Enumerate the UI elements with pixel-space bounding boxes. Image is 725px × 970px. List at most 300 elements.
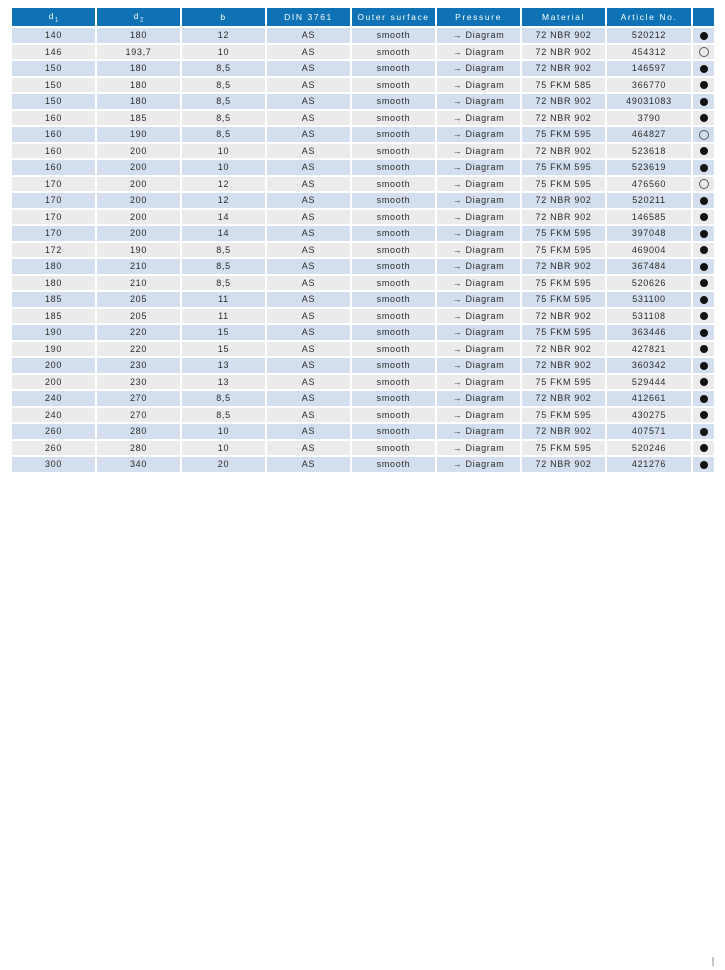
cell-outer-surface: smooth bbox=[352, 309, 437, 326]
cell-d2: 270 bbox=[97, 408, 182, 425]
cell-d2: 185 bbox=[97, 111, 182, 128]
cell-material: 72 NBR 902 bbox=[522, 28, 607, 45]
stock-indicator-icon bbox=[700, 461, 708, 469]
cell-pressure: → Diagram bbox=[437, 210, 522, 227]
cell-d1: 180 bbox=[12, 259, 97, 276]
stock-indicator-icon bbox=[700, 147, 708, 155]
cell-pressure: → Diagram bbox=[437, 177, 522, 194]
cell-outer-surface: smooth bbox=[352, 127, 437, 144]
cell-d2: 200 bbox=[97, 193, 182, 210]
cell-din-3761: AS bbox=[267, 325, 352, 342]
cell-pressure: → Diagram bbox=[437, 243, 522, 260]
stock-indicator-icon bbox=[700, 296, 708, 304]
cell-d1: 160 bbox=[12, 144, 97, 161]
stock-indicator-icon bbox=[700, 65, 708, 73]
cell-d2: 280 bbox=[97, 424, 182, 441]
cell-pressure: → Diagram bbox=[437, 78, 522, 95]
stock-indicator-icon bbox=[700, 345, 708, 353]
stock-indicator-icon bbox=[700, 246, 708, 254]
cell-indicator bbox=[693, 144, 714, 161]
cell-material: 75 FKM 595 bbox=[522, 375, 607, 392]
cell-outer-surface: smooth bbox=[352, 28, 437, 45]
cell-b: 8,5 bbox=[182, 391, 267, 408]
cell-article-no: 3790 bbox=[607, 111, 693, 128]
cell-article-no: 531108 bbox=[607, 309, 693, 326]
column-header-d1-subscript: 1 bbox=[54, 17, 59, 24]
table-row bbox=[12, 160, 714, 177]
stock-indicator-icon bbox=[700, 312, 708, 320]
cell-article-no: 49031083 bbox=[607, 94, 693, 111]
cell-d2: 210 bbox=[97, 276, 182, 293]
cell-d2: 190 bbox=[97, 127, 182, 144]
cell-article-no: 407571 bbox=[607, 424, 693, 441]
cell-indicator bbox=[693, 243, 714, 260]
cell-outer-surface: smooth bbox=[352, 292, 437, 309]
cell-b: 20 bbox=[182, 457, 267, 474]
cell-indicator bbox=[693, 325, 714, 342]
cell-b: 8,5 bbox=[182, 111, 267, 128]
cell-material: 72 NBR 902 bbox=[522, 309, 607, 326]
cell-material: 75 FKM 595 bbox=[522, 408, 607, 425]
cell-d2: 210 bbox=[97, 259, 182, 276]
cell-indicator bbox=[693, 28, 714, 45]
cell-material: 75 FKM 595 bbox=[522, 127, 607, 144]
cell-pressure: → Diagram bbox=[437, 127, 522, 144]
cell-pressure: → Diagram bbox=[437, 424, 522, 441]
table-row bbox=[12, 193, 714, 210]
cell-article-no: 454312 bbox=[607, 45, 693, 62]
table-row bbox=[12, 127, 714, 144]
column-header-d2 bbox=[97, 8, 182, 28]
cell-article-no: 520211 bbox=[607, 193, 693, 210]
cell-din-3761: AS bbox=[267, 78, 352, 95]
cell-din-3761: AS bbox=[267, 424, 352, 441]
column-header-pressure: Pressure bbox=[437, 8, 522, 28]
table-row bbox=[12, 441, 714, 458]
cell-d1: 160 bbox=[12, 111, 97, 128]
cell-d1: 260 bbox=[12, 441, 97, 458]
cell-d1: 170 bbox=[12, 193, 97, 210]
cell-article-no: 427821 bbox=[607, 342, 693, 359]
cell-indicator bbox=[693, 424, 714, 441]
cell-indicator bbox=[693, 127, 714, 144]
column-header-d2-subscript: 2 bbox=[139, 17, 144, 24]
cell-outer-surface: smooth bbox=[352, 193, 437, 210]
cell-material: 72 NBR 902 bbox=[522, 259, 607, 276]
cell-article-no: 367484 bbox=[607, 259, 693, 276]
cell-pressure: → Diagram bbox=[437, 226, 522, 243]
cell-din-3761: AS bbox=[267, 375, 352, 392]
cell-article-no: 146597 bbox=[607, 61, 693, 78]
cell-material: 72 NBR 902 bbox=[522, 457, 607, 474]
cell-d1: 170 bbox=[12, 177, 97, 194]
cell-d2: 180 bbox=[97, 61, 182, 78]
cell-outer-surface: smooth bbox=[352, 408, 437, 425]
cell-material: 75 FKM 595 bbox=[522, 177, 607, 194]
cell-pressure: → Diagram bbox=[437, 342, 522, 359]
table-row bbox=[12, 424, 714, 441]
cell-outer-surface: smooth bbox=[352, 276, 437, 293]
cell-b: 15 bbox=[182, 342, 267, 359]
cell-pressure: → Diagram bbox=[437, 45, 522, 62]
column-header-b: b bbox=[182, 8, 267, 28]
stock-indicator-icon bbox=[700, 114, 708, 122]
cell-b: 11 bbox=[182, 309, 267, 326]
cell-d2: 280 bbox=[97, 441, 182, 458]
table-row bbox=[12, 309, 714, 326]
cell-d1: 160 bbox=[12, 160, 97, 177]
cell-d2: 180 bbox=[97, 94, 182, 111]
cell-din-3761: AS bbox=[267, 193, 352, 210]
cell-b: 8,5 bbox=[182, 127, 267, 144]
stock-indicator-icon bbox=[700, 230, 708, 238]
cell-d1: 172 bbox=[12, 243, 97, 260]
stock-indicator-icon bbox=[700, 81, 708, 89]
stock-indicator-icon bbox=[700, 378, 708, 386]
cell-article-no: 529444 bbox=[607, 375, 693, 392]
cell-din-3761: AS bbox=[267, 127, 352, 144]
cell-din-3761: AS bbox=[267, 457, 352, 474]
stock-indicator-icon bbox=[700, 329, 708, 337]
cell-d2: 230 bbox=[97, 375, 182, 392]
column-header-outer-surface: Outer surface bbox=[352, 8, 437, 28]
cell-outer-surface: smooth bbox=[352, 111, 437, 128]
cell-din-3761: AS bbox=[267, 292, 352, 309]
cell-material: 75 FKM 595 bbox=[522, 160, 607, 177]
cell-pressure: → Diagram bbox=[437, 61, 522, 78]
cell-pressure: → Diagram bbox=[437, 391, 522, 408]
cell-article-no: 421276 bbox=[607, 457, 693, 474]
cell-d1: 150 bbox=[12, 94, 97, 111]
cell-article-no: 476560 bbox=[607, 177, 693, 194]
cell-pressure: → Diagram bbox=[437, 375, 522, 392]
cell-b: 12 bbox=[182, 193, 267, 210]
cell-material: 72 NBR 902 bbox=[522, 144, 607, 161]
cell-material: 72 NBR 902 bbox=[522, 45, 607, 62]
cell-d2: 180 bbox=[97, 28, 182, 45]
cell-pressure: → Diagram bbox=[437, 276, 522, 293]
cell-din-3761: AS bbox=[267, 259, 352, 276]
cell-pressure: → Diagram bbox=[437, 94, 522, 111]
cell-material: 72 NBR 902 bbox=[522, 210, 607, 227]
stock-indicator-icon bbox=[700, 428, 708, 436]
cell-din-3761: AS bbox=[267, 276, 352, 293]
cell-article-no: 360342 bbox=[607, 358, 693, 375]
table-row bbox=[12, 325, 714, 342]
cell-article-no: 520246 bbox=[607, 441, 693, 458]
cell-outer-surface: smooth bbox=[352, 259, 437, 276]
column-header-article-no: Article No. bbox=[607, 8, 693, 28]
cell-din-3761: AS bbox=[267, 94, 352, 111]
cell-b: 13 bbox=[182, 358, 267, 375]
cell-b: 10 bbox=[182, 424, 267, 441]
stock-indicator-icon bbox=[700, 395, 708, 403]
cell-din-3761: AS bbox=[267, 226, 352, 243]
cell-indicator bbox=[693, 375, 714, 392]
cell-d1: 200 bbox=[12, 358, 97, 375]
cell-d2: 190 bbox=[97, 243, 182, 260]
cell-pressure: → Diagram bbox=[437, 28, 522, 45]
cell-indicator bbox=[693, 111, 714, 128]
cell-indicator bbox=[693, 408, 714, 425]
cell-b: 11 bbox=[182, 292, 267, 309]
cell-din-3761: AS bbox=[267, 358, 352, 375]
cell-din-3761: AS bbox=[267, 45, 352, 62]
cell-d2: 230 bbox=[97, 358, 182, 375]
cell-material: 75 FKM 585 bbox=[522, 78, 607, 95]
table-row bbox=[12, 45, 714, 62]
cell-d2: 220 bbox=[97, 325, 182, 342]
cell-pressure: → Diagram bbox=[437, 457, 522, 474]
cell-indicator bbox=[693, 160, 714, 177]
cell-material: 75 FKM 595 bbox=[522, 243, 607, 260]
cell-outer-surface: smooth bbox=[352, 375, 437, 392]
table-row bbox=[12, 276, 714, 293]
cell-outer-surface: smooth bbox=[352, 441, 437, 458]
cell-pressure: → Diagram bbox=[437, 408, 522, 425]
table-row bbox=[12, 243, 714, 260]
cell-outer-surface: smooth bbox=[352, 457, 437, 474]
cell-outer-surface: smooth bbox=[352, 243, 437, 260]
stock-indicator-icon bbox=[700, 164, 708, 172]
cell-indicator bbox=[693, 292, 714, 309]
cell-din-3761: AS bbox=[267, 144, 352, 161]
cell-d1: 240 bbox=[12, 408, 97, 425]
cell-indicator bbox=[693, 193, 714, 210]
cell-pressure: → Diagram bbox=[437, 193, 522, 210]
cell-indicator bbox=[693, 177, 714, 194]
cell-material: 75 FKM 595 bbox=[522, 441, 607, 458]
table-row bbox=[12, 111, 714, 128]
cell-b: 12 bbox=[182, 28, 267, 45]
page-corner-mark bbox=[712, 957, 714, 966]
cell-outer-surface: smooth bbox=[352, 325, 437, 342]
table-body bbox=[12, 28, 714, 474]
cell-indicator bbox=[693, 309, 714, 326]
table-row bbox=[12, 94, 714, 111]
stock-indicator-icon bbox=[700, 197, 708, 205]
cell-pressure: → Diagram bbox=[437, 358, 522, 375]
table-row bbox=[12, 144, 714, 161]
cell-b: 8,5 bbox=[182, 408, 267, 425]
stock-indicator-icon bbox=[700, 213, 708, 221]
cell-outer-surface: smooth bbox=[352, 94, 437, 111]
cell-din-3761: AS bbox=[267, 243, 352, 260]
table-row bbox=[12, 342, 714, 359]
cell-indicator bbox=[693, 342, 714, 359]
cell-material: 75 FKM 595 bbox=[522, 226, 607, 243]
cell-d2: 200 bbox=[97, 160, 182, 177]
cell-outer-surface: smooth bbox=[352, 78, 437, 95]
table-row bbox=[12, 259, 714, 276]
cell-indicator bbox=[693, 259, 714, 276]
cell-d1: 146 bbox=[12, 45, 97, 62]
cell-d1: 300 bbox=[12, 457, 97, 474]
cell-outer-surface: smooth bbox=[352, 177, 437, 194]
cell-d2: 180 bbox=[97, 78, 182, 95]
column-header-d2-label: d bbox=[133, 10, 140, 21]
cell-d1: 185 bbox=[12, 309, 97, 326]
cell-outer-surface: smooth bbox=[352, 45, 437, 62]
cell-article-no: 464827 bbox=[607, 127, 693, 144]
cell-article-no: 531100 bbox=[607, 292, 693, 309]
cell-indicator bbox=[693, 45, 714, 62]
cell-b: 13 bbox=[182, 375, 267, 392]
cell-d1: 180 bbox=[12, 276, 97, 293]
cell-d1: 190 bbox=[12, 325, 97, 342]
cell-d2: 200 bbox=[97, 210, 182, 227]
cell-pressure: → Diagram bbox=[437, 309, 522, 326]
cell-din-3761: AS bbox=[267, 441, 352, 458]
cell-d2: 193,7 bbox=[97, 45, 182, 62]
cell-article-no: 397048 bbox=[607, 226, 693, 243]
cell-d1: 150 bbox=[12, 78, 97, 95]
cell-d1: 190 bbox=[12, 342, 97, 359]
cell-d1: 160 bbox=[12, 127, 97, 144]
stock-indicator-icon bbox=[699, 179, 709, 189]
cell-material: 75 FKM 595 bbox=[522, 276, 607, 293]
table-row bbox=[12, 292, 714, 309]
cell-outer-surface: smooth bbox=[352, 210, 437, 227]
cell-b: 10 bbox=[182, 160, 267, 177]
cell-article-no: 366770 bbox=[607, 78, 693, 95]
column-header-d1 bbox=[12, 8, 97, 28]
stock-indicator-icon bbox=[700, 411, 708, 419]
cell-material: 75 FKM 595 bbox=[522, 325, 607, 342]
cell-outer-surface: smooth bbox=[352, 144, 437, 161]
cell-b: 8,5 bbox=[182, 94, 267, 111]
cell-outer-surface: smooth bbox=[352, 226, 437, 243]
cell-din-3761: AS bbox=[267, 210, 352, 227]
cell-indicator bbox=[693, 210, 714, 227]
cell-din-3761: AS bbox=[267, 391, 352, 408]
cell-indicator bbox=[693, 358, 714, 375]
cell-b: 8,5 bbox=[182, 243, 267, 260]
cell-d1: 170 bbox=[12, 226, 97, 243]
cell-b: 15 bbox=[182, 325, 267, 342]
cell-indicator bbox=[693, 457, 714, 474]
cell-material: 72 NBR 902 bbox=[522, 61, 607, 78]
stock-indicator-icon bbox=[700, 98, 708, 106]
table-row bbox=[12, 358, 714, 375]
cell-b: 8,5 bbox=[182, 78, 267, 95]
cell-indicator bbox=[693, 391, 714, 408]
cell-outer-surface: smooth bbox=[352, 391, 437, 408]
cell-d1: 200 bbox=[12, 375, 97, 392]
cell-din-3761: AS bbox=[267, 111, 352, 128]
cell-din-3761: AS bbox=[267, 28, 352, 45]
cell-b: 10 bbox=[182, 45, 267, 62]
cell-material: 72 NBR 902 bbox=[522, 111, 607, 128]
table-row bbox=[12, 375, 714, 392]
cell-b: 14 bbox=[182, 226, 267, 243]
cell-material: 72 NBR 902 bbox=[522, 358, 607, 375]
cell-material: 72 NBR 902 bbox=[522, 193, 607, 210]
cell-pressure: → Diagram bbox=[437, 160, 522, 177]
cell-article-no: 146585 bbox=[607, 210, 693, 227]
stock-indicator-icon bbox=[700, 444, 708, 452]
cell-b: 10 bbox=[182, 144, 267, 161]
stock-indicator-icon bbox=[700, 32, 708, 40]
cell-d1: 170 bbox=[12, 210, 97, 227]
cell-article-no: 523618 bbox=[607, 144, 693, 161]
cell-din-3761: AS bbox=[267, 177, 352, 194]
cell-d2: 205 bbox=[97, 309, 182, 326]
cell-article-no: 469004 bbox=[607, 243, 693, 260]
table-row bbox=[12, 61, 714, 78]
table-row bbox=[12, 226, 714, 243]
cell-b: 8,5 bbox=[182, 61, 267, 78]
cell-material: 72 NBR 902 bbox=[522, 342, 607, 359]
cell-article-no: 363446 bbox=[607, 325, 693, 342]
cell-din-3761: AS bbox=[267, 408, 352, 425]
stock-indicator-icon bbox=[700, 362, 708, 370]
stock-indicator-icon bbox=[699, 130, 709, 140]
table-row bbox=[12, 177, 714, 194]
cell-indicator bbox=[693, 78, 714, 95]
table-row bbox=[12, 210, 714, 227]
cell-d2: 200 bbox=[97, 144, 182, 161]
cell-material: 72 NBR 902 bbox=[522, 94, 607, 111]
cell-indicator bbox=[693, 441, 714, 458]
cell-d2: 220 bbox=[97, 342, 182, 359]
cell-material: 75 FKM 595 bbox=[522, 292, 607, 309]
cell-material: 72 NBR 902 bbox=[522, 424, 607, 441]
cell-indicator bbox=[693, 61, 714, 78]
cell-b: 8,5 bbox=[182, 259, 267, 276]
cell-d1: 140 bbox=[12, 28, 97, 45]
cell-outer-surface: smooth bbox=[352, 61, 437, 78]
stock-indicator-icon bbox=[699, 47, 709, 57]
cell-pressure: → Diagram bbox=[437, 111, 522, 128]
cell-b: 12 bbox=[182, 177, 267, 194]
cell-outer-surface: smooth bbox=[352, 160, 437, 177]
product-table bbox=[12, 8, 714, 474]
cell-article-no: 523619 bbox=[607, 160, 693, 177]
cell-pressure: → Diagram bbox=[437, 441, 522, 458]
cell-pressure: → Diagram bbox=[437, 292, 522, 309]
cell-d2: 200 bbox=[97, 226, 182, 243]
cell-indicator bbox=[693, 276, 714, 293]
cell-din-3761: AS bbox=[267, 309, 352, 326]
cell-d2: 205 bbox=[97, 292, 182, 309]
cell-b: 10 bbox=[182, 441, 267, 458]
cell-article-no: 520626 bbox=[607, 276, 693, 293]
cell-article-no: 430275 bbox=[607, 408, 693, 425]
stock-indicator-icon bbox=[700, 279, 708, 287]
cell-outer-surface: smooth bbox=[352, 342, 437, 359]
cell-indicator bbox=[693, 226, 714, 243]
cell-indicator bbox=[693, 94, 714, 111]
cell-din-3761: AS bbox=[267, 342, 352, 359]
cell-article-no: 520212 bbox=[607, 28, 693, 45]
cell-pressure: → Diagram bbox=[437, 325, 522, 342]
cell-article-no: 412661 bbox=[607, 391, 693, 408]
table-row bbox=[12, 78, 714, 95]
cell-outer-surface: smooth bbox=[352, 358, 437, 375]
column-header-material: Material bbox=[522, 8, 607, 28]
cell-material: 72 NBR 902 bbox=[522, 391, 607, 408]
table-row bbox=[12, 408, 714, 425]
cell-pressure: → Diagram bbox=[437, 144, 522, 161]
cell-b: 14 bbox=[182, 210, 267, 227]
cell-outer-surface: smooth bbox=[352, 424, 437, 441]
table-header-row bbox=[12, 8, 714, 28]
table-row bbox=[12, 391, 714, 408]
cell-d2: 340 bbox=[97, 457, 182, 474]
column-header-d1-label: d bbox=[48, 10, 55, 21]
column-header-indicator bbox=[693, 8, 714, 28]
